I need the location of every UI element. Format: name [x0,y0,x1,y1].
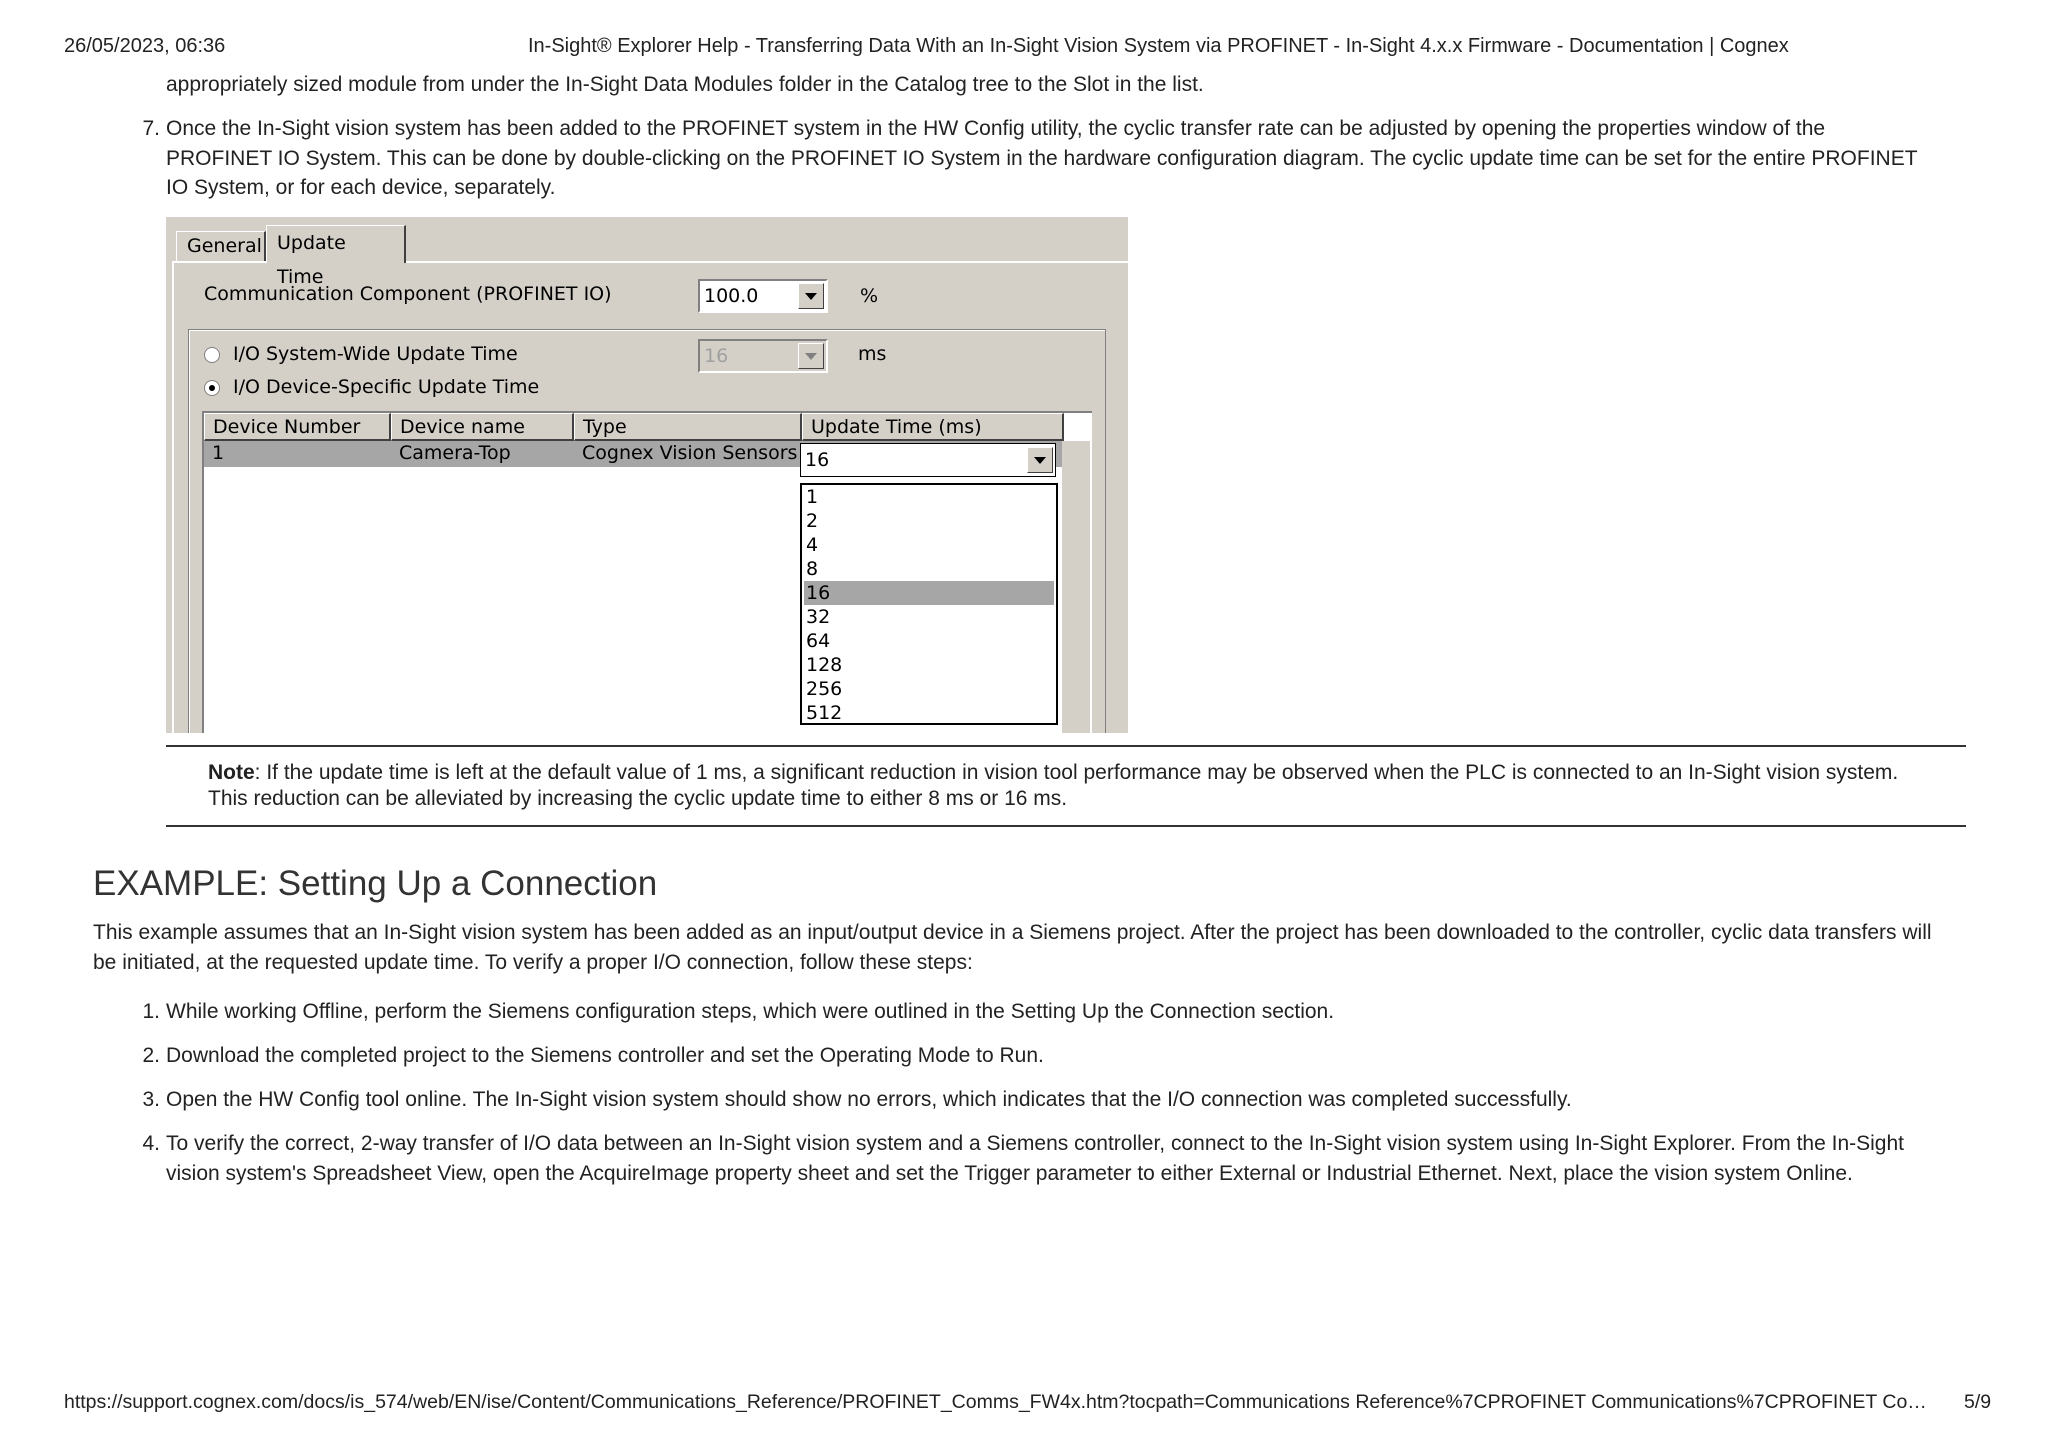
chevron-down-icon[interactable] [798,343,824,369]
note-top-rule [166,745,1966,747]
option-128[interactable]: 128 [806,654,843,676]
example-step-1-number: 1. [142,1000,160,1023]
radio-system-wide-label: I/O System-Wide Update Time [233,343,518,365]
cell-device-name: Camera-Top [399,442,511,464]
note-box [208,760,1928,812]
option-256[interactable]: 256 [806,678,843,700]
cell-type: Cognex Vision Sensors [582,442,798,464]
radio-device-specific-label: I/O Device-Specific Update Time [233,376,540,398]
update-time-dialog [166,217,1128,733]
device-update-combo[interactable] [800,443,1056,477]
example-heading: EXAMPLE: Setting Up a Connection [93,864,658,903]
example-step-2-text: Download the completed project to the Siemens controller and set the Operating Mode to Run. [166,1044,1044,1067]
col-update-time[interactable]: Update Time (ms) [802,413,1064,441]
ms-unit: ms [858,343,887,365]
example-step-3-number: 3. [142,1088,160,1111]
option-4[interactable]: 4 [806,534,819,556]
col-device-name[interactable]: Device name [391,413,574,441]
example-step-1-text: While working Offline, perform the Siemens configuration steps, which were outlined in the Setting Up the Connection section. [166,1000,1335,1023]
intro-continuation: appropriately sized module from under the In-Sight Data Modules folder in the Catalog tree to the Slot in the list. [166,73,1204,96]
step-7-number: 7. [142,117,160,140]
step-7-text: Once the In-Sight vision system has been added to the PROFINET system in the HW Config utility, the cyclic transfer rate can be adjusted by opening the properties window of the PROFINET IO System. This can be done by double-clicking on the PROFINET IO System in the hardware configuration diagram. The cyclic update time can be set for the entire PROFINET IO System, or for each device, separately. [166,117,1918,199]
option-64[interactable]: 64 [806,630,831,652]
option-32[interactable]: 32 [806,606,831,628]
option-512[interactable]: 512 [806,702,843,724]
system-update-value: 16 [704,345,729,367]
note-text: : If the update time is left at the default value of 1 ms, a significant reduction in vision tool performance may be observed when the PLC is connected to an In-Sight vision system. This reduction can be alleviated by increasing the cyclic update time to either 8 ms or 16 ms. [208,761,1899,810]
table-scrollbar[interactable] [1062,441,1090,733]
example-step-4-text: To verify the correct, 2-way transfer of I/O data between an In-Sight vision system and a Siemens controller, connect to the In-Sight vision system using In-Sight Explorer. From the In-Sight vision system's Spreadsheet View, open the AcquireImage property sheet and set the Trigger parameter to either External or Industrial Ethernet. Next, place the vision system Online. [166,1132,1904,1185]
print-date: 26/05/2023, 06:36 [64,35,226,57]
cell-device-number: 1 [212,442,225,464]
percent-unit: % [860,285,879,307]
tab-general[interactable]: General [176,231,266,261]
example-step-2-number: 2. [142,1044,160,1067]
option-2[interactable]: 2 [806,510,819,532]
example-step-3-text: Open the HW Config tool online. The In-Sight vision system should show no errors, which indicates that the I/O connection was completed successfully. [166,1088,1572,1111]
footer-url[interactable]: https://support.cognex.com/docs/is_574/web/EN/ise/Content/Communications_Reference/PROFINET_Comms_FW4x.htm?tocpath=Communications Reference%7CPROFINET Communications%7CPROFINET Co… [64,1391,1927,1413]
col-type[interactable]: Type [574,413,802,441]
page-number: 5/9 [1964,1391,1992,1413]
system-update-combo[interactable] [698,339,828,373]
radio-device-specific[interactable] [204,380,220,396]
note-bottom-rule [166,825,1966,827]
comm-component-combo[interactable] [698,279,828,313]
tab-update-time[interactable]: Update Time [266,225,406,263]
comm-component-label: Communication Component (PROFINET IO) [204,283,612,305]
chevron-down-icon[interactable] [798,283,824,309]
device-update-value: 16 [805,449,830,471]
page-title: In-Sight® Explorer Help - Transferring Data With an In-Sight Vision System via PROFINET - In-Sight 4.x.x Firmware - Documentation | Cognex [528,35,1789,57]
radio-system-wide[interactable] [204,347,220,363]
note-label: Note [208,761,255,784]
option-16[interactable]: 16 [804,581,1054,605]
update-time-dropdown [800,483,1058,725]
example-step-4-number: 4. [142,1132,160,1155]
chevron-down-icon[interactable] [1027,447,1053,473]
comm-component-value: 100.0 [704,285,759,307]
example-intro: This example assumes that an In-Sight vision system has been added as an input/output device in a Siemens project. After the project has been downloaded to the controller, cyclic data transfers will be initiated, at the requested update time. To verify a proper I/O connection, follow these steps: [93,921,1932,974]
option-1[interactable]: 1 [806,486,819,508]
option-8[interactable]: 8 [806,558,819,580]
col-device-number[interactable]: Device Number [204,413,391,441]
